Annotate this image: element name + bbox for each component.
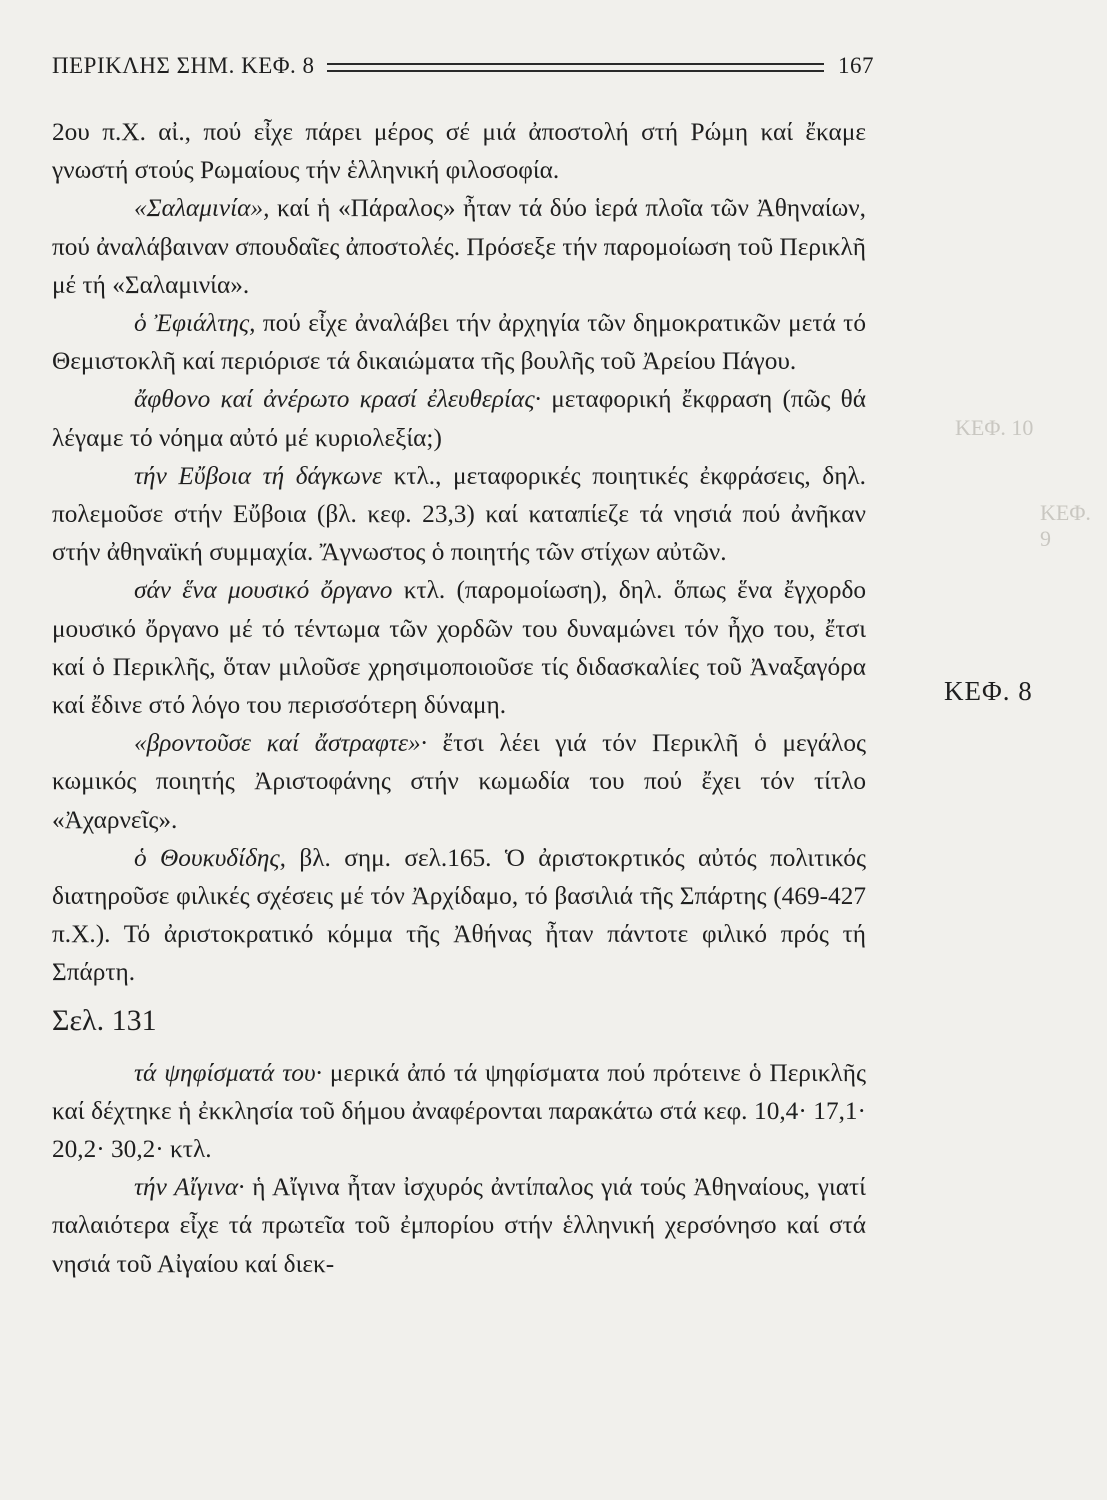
bleed-through-note: ΚΕΦ. 10 — [955, 415, 1034, 440]
paragraph — [52, 189, 866, 304]
lemma: τά ψηφίσματά του· — [134, 1058, 322, 1087]
commentary: μερικά ἀπό τά ψηφίσματα πού πρότεινε ὁ Περικλῆς καί δέχτηκε ἡ ἐκκλησία τοῦ δήμου ἀναφέρονται παρακάτω στά κεφ. 10,4· 17,1· 20,2· 30,2· κτλ. — [52, 1058, 866, 1164]
paragraph: 2ου π.Χ. αἰ., πού εἶχε πάρει μέρος σέ μιά ἀποστολή στή Ρώμη καί ἔκαμε γνωστή στούς Ρωμαίους τήν ἑλληνική φιλοσοφία. — [52, 118, 866, 185]
bleed-through-note: ΚΕΦ. 9 — [1040, 500, 1091, 551]
margin-chapter-note: ΚΕΦ. 8 — [944, 676, 1033, 706]
paragraph — [52, 457, 866, 572]
lemma: ὁ Ἐφιάλτης, — [134, 309, 256, 338]
commentary: κτλ., μεταφορικές ποιητικές ἐκφράσεις, δηλ. πολεμοῦσε στήν Εὔβοια (βλ. κεφ. 23,3) καί καταπίεζε τά νησιά πού ἀνῆκαν στήν ἀθηναϊκή συμμαχία. Ἄγνωστος ὁ ποιητής τῶν στίχων αὐτῶν. — [52, 461, 867, 567]
page-number: 167 — [838, 53, 874, 78]
running-title: ΠΕΡΙΚΛΗΣ ΣΗΜ. ΚΕΦ. 8 — [52, 53, 315, 78]
lemma: σάν ἕνα μουσικό ὄργανο — [134, 576, 393, 605]
commentary: βλ. σημ. σελ.165. Ὁ ἀριστοκρτικός αὐτός πολιτικός διατηροῦσε φιλικές σχέσεις μέ τόν Ἀρχίδαμο, τό βασιλιά τῆς Σπάρτης (469-427 π.Χ.). Τό ἀριστοκρατικό κόμμα τῆς Ἀθήνας ἦταν πάντοτε φιλικό πρός τή Σπάρτη. — [52, 843, 866, 987]
commentary: μεταφορική ἔκφραση (πῶς θά λέγαμε τό νόημα αὐτό μέ κυριολεξία;) — [52, 385, 866, 452]
commentary: ἡ Αἴγινα ἦταν ἰσχυρός ἀντίπαλος γιά τούς Ἀθηναίους, γιατί παλαιότερα εἶχε τά πρωτεῖα τοῦ ἐμπορίου στήν ἑλληνική χερσόνησο καί στά νησιά τοῦ Αἰγαίου καί διεκ- — [52, 1173, 866, 1278]
lemma: «Σαλαμινία», — [134, 194, 270, 223]
commentary: κτλ. (παρομοίωση), δηλ. ὅπως ἕνα ἔγχορδο μουσικό ὄργανο μέ τό τέντωμα τῶν χορδῶν του δυναμώνει τόν ἦχο του, ἔτσι καί ὁ Περικλῆς, ὅταν μιλοῦσε χρησιμοποιοῦσε τίς διδασκαλίες τοῦ Ἀναξαγόρα καί ἔδινε στό λόγο του περισσότερη δύναμη. — [52, 576, 867, 720]
lemma: τήν Αἴγινα· — [134, 1173, 245, 1202]
paragraph — [52, 1054, 866, 1169]
paragraph — [52, 724, 866, 839]
lemma: «βροντοῦσε καί ἄστραφτε»· — [134, 729, 427, 758]
commentary: ἔτσι λέει γιά τόν Περικλῆ ὁ μεγάλος κωμικός ποιητής Ἀριστοφάνης στήν κωμωδία του πού ἔχει τόν τίτλο «Ἀχαρνεῖς». — [52, 729, 866, 834]
commentary: καί ἡ «Πάραλος» ἦταν τά δύο ἱερά πλοῖα τῶν Ἀθηναίων, πού ἀναλάβαιναν σπουδαῖες ἀποστολές. Πρόσεξε τήν παρομοίωση τοῦ Περικλῆ μέ τή «Σαλαμινία». — [52, 194, 866, 299]
paragraph — [52, 380, 866, 456]
paragraph — [52, 571, 866, 724]
paragraph — [52, 839, 866, 992]
paragraph — [52, 1168, 866, 1283]
header-rule — [327, 63, 824, 72]
lemma: ἄφθονο καί ἀνέρωτο κρασί ἐλευθερίας· — [134, 385, 541, 414]
lemma: ὁ Θουκυδίδης, — [134, 843, 286, 872]
section-heading: Σελ. 131 — [52, 1003, 157, 1037]
lemma: τήν Εὔβοια τή δάγκωνε — [134, 461, 383, 490]
running-header — [52, 46, 874, 86]
paragraph — [52, 304, 866, 380]
body-text — [52, 113, 866, 1283]
commentary: πού εἶχε ἀναλάβει τήν ἀρχηγία τῶν δημοκρατικῶν μετά τό Θεμιστοκλῆ καί περιόρισε τά δικαιώματα τῆς βουλῆς τοῦ Ἀρείου Πάγου. — [52, 309, 866, 376]
